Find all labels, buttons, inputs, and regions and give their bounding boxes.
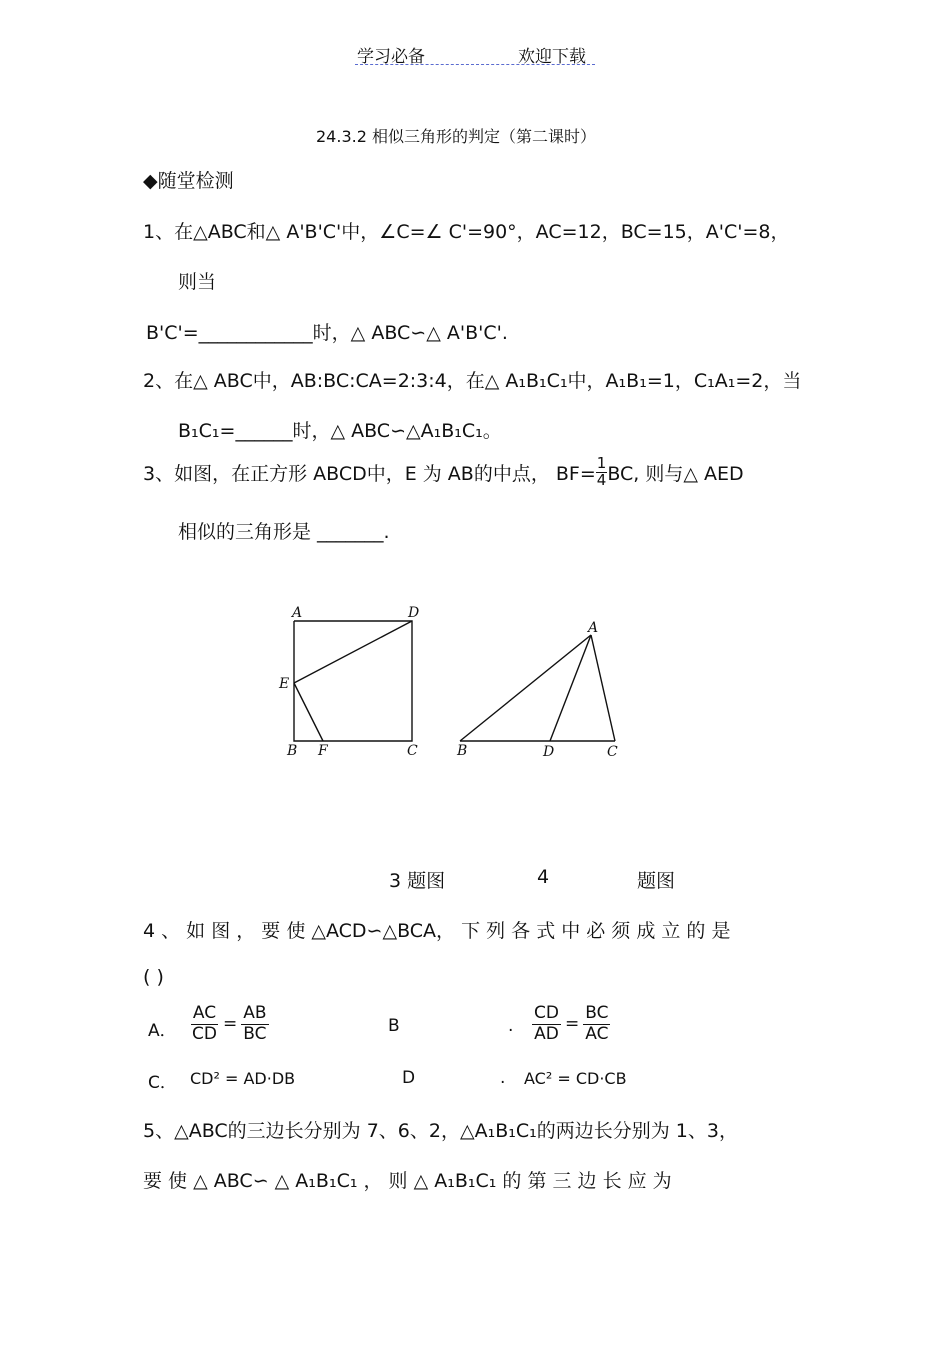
q4-option-a-num1: AC xyxy=(192,1003,217,1023)
fig3-label-A: A xyxy=(292,605,303,621)
section-heading: ◆随堂检测 xyxy=(143,170,234,192)
q4-option-b-num2: BC xyxy=(585,1003,609,1023)
fig3-label-F: F xyxy=(318,743,328,759)
q4-option-d-expr: AC² = CD·CB xyxy=(524,1069,627,1088)
q1-line2: 则当 xyxy=(178,271,217,293)
header-rule xyxy=(355,64,595,65)
q4-option-a-den1: CD xyxy=(192,1023,217,1044)
q4-option-c-expr: CD² = AD·DB xyxy=(190,1069,296,1088)
q1-line3: B'C'=____________时，△ ABC∽△ A'B'C'. xyxy=(146,322,508,344)
q2-line2: B₁C₁=______时，△ ABC∽△A₁B₁C₁。 xyxy=(178,420,502,442)
square-outline xyxy=(294,621,412,741)
q4-option-b-den1: AD xyxy=(534,1023,559,1044)
q1-line1: 1、在△ABC和△ A'B'C'中，∠C=∠ C'=90°，AC=12，BC=15，A'C'=8， xyxy=(143,221,790,243)
figure-square xyxy=(270,600,430,765)
q4-option-a-expr xyxy=(190,1004,269,1044)
q3-frac-den: 4 xyxy=(596,470,607,489)
q4-option-b-frac2 xyxy=(583,1004,610,1044)
q4-option-b-den2: AC xyxy=(585,1023,609,1044)
fig4-label-C: C xyxy=(607,744,618,760)
segment-BA xyxy=(460,635,591,741)
q4-option-d-label: D xyxy=(402,1068,416,1088)
q4-option-d-dot: . xyxy=(500,1068,506,1088)
fig3-label-E: E xyxy=(279,676,290,692)
header-right: 欢迎下载 xyxy=(518,47,586,67)
q4-option-b-num1: CD xyxy=(534,1003,559,1023)
q3-fraction xyxy=(596,456,608,489)
fig3-label-D: D xyxy=(408,605,420,621)
q4-option-a-num2: AB xyxy=(243,1003,267,1023)
figure-triangle xyxy=(450,615,625,765)
q3-line1 xyxy=(143,456,744,489)
q4-option-a-frac1 xyxy=(190,1004,219,1044)
q2-line1: 2、在△ ABC中，AB:BC:CA=2:3:4，在△ A₁B₁C₁中，A₁B₁=1，C₁A₁=2，当 xyxy=(143,370,802,392)
q4-line2: ( ) xyxy=(143,966,164,988)
q4-option-a-den2: BC xyxy=(243,1023,267,1044)
q5-line1: 5、△ABC的三边长分别为 7、6、2，△A₁B₁C₁的两边长分别为 1、3， xyxy=(143,1120,738,1142)
caption-fig4-suffix: 题图 xyxy=(637,870,676,892)
q4-option-a-frac2 xyxy=(241,1004,268,1044)
caption-fig4-number: 4 xyxy=(537,866,550,888)
q4-option-b-expr xyxy=(532,1004,610,1044)
segment-ED xyxy=(294,621,412,683)
q4-option-b-dot: . xyxy=(508,1016,514,1036)
q3-text-post: BC, 则与△ AED xyxy=(607,462,744,485)
header-left: 学习必备 xyxy=(357,47,425,67)
fig4-label-D: D xyxy=(543,744,555,760)
q5-line2: 要 使 △ ABC∽ △ A₁B₁C₁ ， 则 △ A₁B₁C₁ 的 第 三 边 长 应 为 xyxy=(143,1170,672,1192)
q4-line1: 4 、 如 图 ， 要 使 △ACD∽△BCA， 下 列 各 式 中 必 须 成 立 的 是 xyxy=(143,920,731,942)
q4-option-b-eq: = xyxy=(564,1014,580,1035)
q3-frac-num: 1 xyxy=(596,454,607,472)
q4-option-b-frac1 xyxy=(532,1004,561,1044)
segment-EF xyxy=(294,683,323,741)
fig3-label-B: B xyxy=(287,743,298,759)
q4-option-b-label: B xyxy=(388,1016,400,1036)
page-title: 24.3.2 相似三角形的判定（第二课时） xyxy=(316,127,596,146)
fig4-label-A: A xyxy=(588,620,599,636)
caption-fig3: 3 题图 xyxy=(389,870,446,892)
q4-option-a-eq: = xyxy=(222,1014,238,1035)
q4-option-a-label: A． xyxy=(148,1021,177,1041)
segment-AC xyxy=(591,635,615,741)
q3-text-pre: 3、如图，在正方形 ABCD中，E 为 AB的中点， BF= xyxy=(143,462,596,485)
fig3-label-C: C xyxy=(407,743,418,759)
q4-option-c-label: C． xyxy=(148,1073,177,1093)
fig4-label-B: B xyxy=(457,743,468,759)
q3-line2: 相似的三角形是 _______. xyxy=(178,521,390,543)
